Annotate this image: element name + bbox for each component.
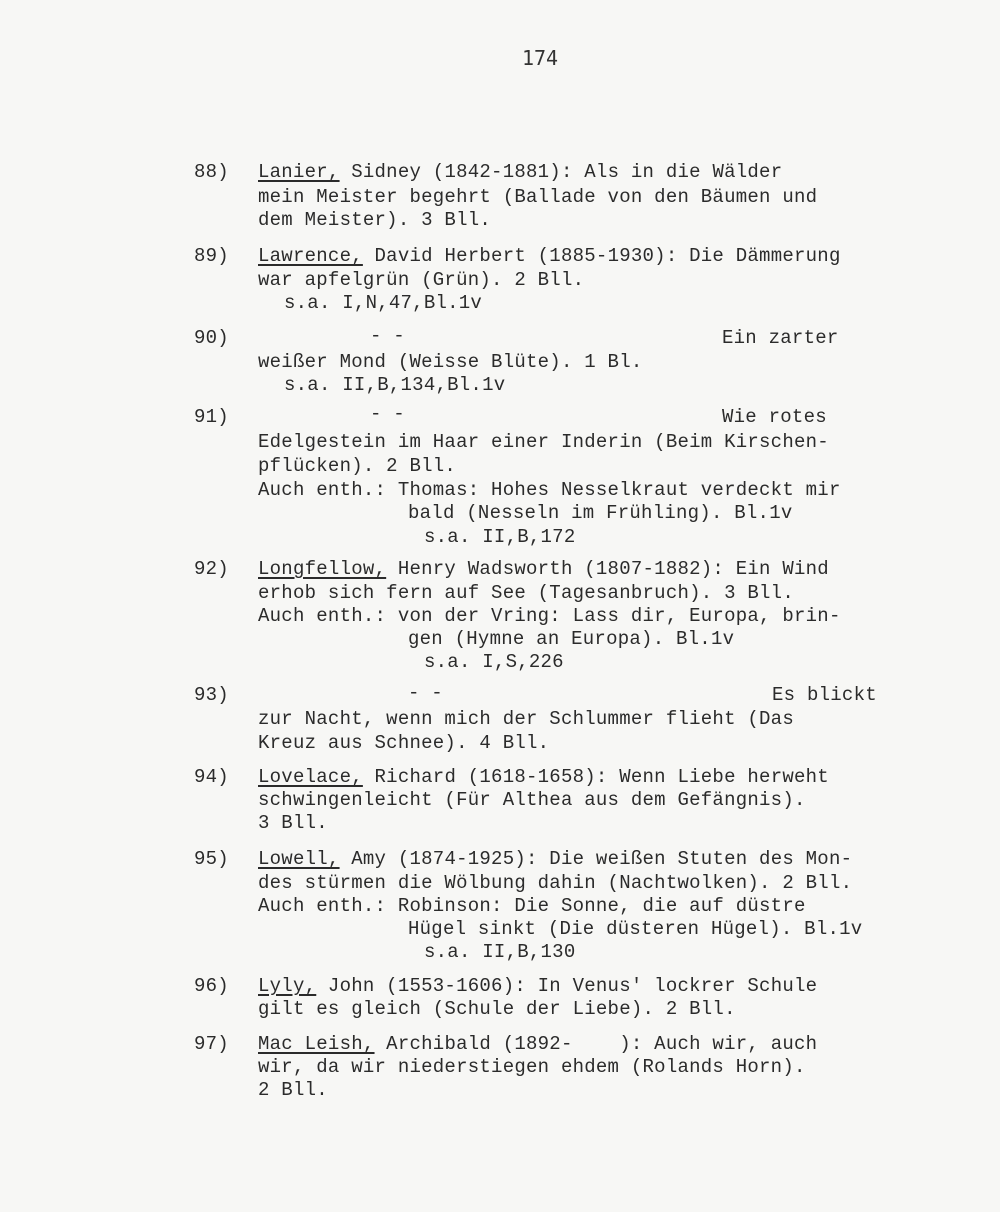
entry-line: Hügel sinkt (Die düsteren Hügel). Bl.1v bbox=[408, 918, 863, 940]
entry-line: erhob sich fern auf See (Tagesanbruch). 3 Bll. bbox=[258, 582, 794, 604]
entry-line: 2 Bll. bbox=[258, 1079, 328, 1101]
entry-first-line bbox=[258, 245, 841, 267]
entry-line: mein Meister begehrt (Ballade von den Bäumen und bbox=[258, 186, 818, 208]
author-name: Mac Leish, bbox=[258, 1033, 375, 1055]
entry-line: gilt es gleich (Schule der Liebe). 2 Bll. bbox=[258, 998, 736, 1020]
entry-line: Kreuz aus Schnee). 4 Bll. bbox=[258, 732, 550, 754]
entry-number: 93) bbox=[194, 684, 229, 706]
entry-first-line bbox=[258, 975, 817, 997]
entry-first-line bbox=[258, 1033, 817, 1055]
entry-line: war apfelgrün (Grün). 2 Bll. bbox=[258, 269, 585, 291]
cross-reference: s.a. I,S,226 bbox=[424, 651, 564, 673]
entry-line: Auch enth.: von der Vring: Lass dir, Europa, brin- bbox=[258, 605, 841, 627]
entry-text: Wie rotes bbox=[722, 406, 827, 428]
cross-reference: s.a. I,N,47,Bl.1v bbox=[284, 292, 483, 314]
entry-first-line bbox=[258, 848, 852, 870]
entry-line: gen (Hymne an Europa). Bl.1v bbox=[408, 628, 735, 650]
entry-line: weißer Mond (Weisse Blüte). 1 Bl. bbox=[258, 351, 643, 373]
entry-number: 96) bbox=[194, 975, 229, 997]
entry-line: zur Nacht, wenn mich der Schlummer flieht (Das bbox=[258, 708, 794, 730]
entry-line: Auch enth.: Robinson: Die Sonne, die auf düstre bbox=[258, 895, 806, 917]
page-number: 174 bbox=[521, 46, 559, 70]
entry-text: Archibald (1892- ): Auch wir, auch bbox=[374, 1033, 818, 1055]
entry-number: 95) bbox=[194, 848, 229, 870]
cross-reference: s.a. II,B,130 bbox=[424, 941, 576, 963]
entry-line: pflücken). 2 Bll. bbox=[258, 455, 457, 477]
entry-text: Henry Wadsworth (1807-1882): Ein Wind bbox=[386, 558, 829, 580]
ditto-mark: - - bbox=[370, 325, 405, 347]
author-name: Lyly, bbox=[258, 975, 317, 997]
entry-text: John (1553-1606): In Venus' lockrer Schule bbox=[316, 975, 818, 997]
entry-number: 94) bbox=[194, 766, 229, 788]
ditto-mark: - - bbox=[370, 403, 405, 425]
entry-first-line bbox=[258, 161, 782, 183]
entry-line: Auch enth.: Thomas: Hohes Nesselkraut verdeckt mir bbox=[258, 479, 841, 501]
entry-line: dem Meister). 3 Bll. bbox=[258, 209, 492, 231]
entry-text: David Herbert (1885-1930): Die Dämmerung bbox=[362, 245, 841, 267]
entry-text: Sidney (1842-1881): Als in die Wälder bbox=[339, 161, 783, 183]
entry-line: 3 Bll. bbox=[258, 812, 328, 834]
entry-first-line bbox=[258, 766, 829, 788]
author-name: Lanier, bbox=[258, 161, 340, 183]
ditto-mark: - - bbox=[408, 682, 443, 704]
cross-reference: s.a. II,B,172 bbox=[424, 526, 576, 548]
entry-number: 90) bbox=[194, 327, 229, 349]
entry-number: 89) bbox=[194, 245, 229, 267]
author-name: Lowell, bbox=[258, 848, 340, 870]
entry-number: 91) bbox=[194, 406, 229, 428]
entry-text: Ein zarter bbox=[722, 327, 839, 349]
entry-line: des stürmen die Wölbung dahin (Nachtwolken). 2 Bll. bbox=[258, 872, 853, 894]
entry-text: Amy (1874-1925): Die weißen Stuten des Mon- bbox=[339, 848, 853, 870]
entry-number: 88) bbox=[194, 161, 229, 183]
author-name: Longfellow, bbox=[258, 558, 387, 580]
entry-number: 92) bbox=[194, 558, 229, 580]
entry-line: wir, da wir niederstiegen ehdem (Rolands Horn). bbox=[258, 1056, 806, 1078]
entry-text: Es blickt bbox=[772, 684, 877, 706]
author-name: Lawrence, bbox=[258, 245, 363, 267]
entry-line: Edelgestein im Haar einer Inderin (Beim Kirschen- bbox=[258, 431, 829, 453]
entry-line: bald (Nesseln im Frühling). Bl.1v bbox=[408, 502, 793, 524]
entry-line: schwingenleicht (Für Althea aus dem Gefängnis). bbox=[258, 789, 806, 811]
author-name: Lovelace, bbox=[258, 766, 363, 788]
entry-number: 97) bbox=[194, 1033, 229, 1055]
entry-text: Richard (1618-1658): Wenn Liebe herweht bbox=[362, 766, 829, 788]
cross-reference: s.a. II,B,134,Bl.1v bbox=[284, 374, 506, 396]
entry-first-line bbox=[258, 558, 829, 580]
